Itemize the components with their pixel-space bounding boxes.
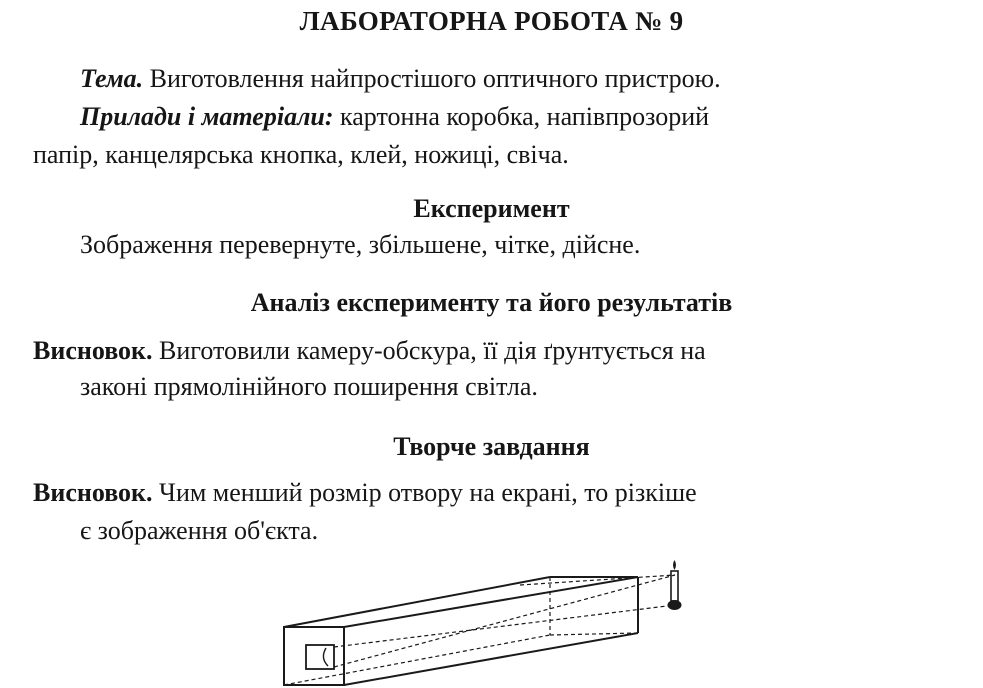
experiment-heading: Експеримент: [413, 194, 570, 223]
materials-line-1: [80, 102, 709, 132]
materials-label: Прилади і матеріали:: [80, 102, 334, 131]
creative-conclusion-line-1: [33, 478, 697, 508]
inverted-image: [323, 648, 328, 666]
candle-icon: [668, 560, 682, 610]
analysis-conclusion-text-1: Виготовили камеру-обскура, її дія ґрунтується на: [152, 336, 706, 365]
box-front-face: [284, 627, 344, 685]
analysis-conclusion-line-1: [33, 336, 706, 366]
topic-text: Виготовлення найпростішого оптичного пристрою.: [143, 64, 721, 93]
light-ray-2: [334, 605, 675, 647]
materials-text-1: картонна коробка, напівпрозорий: [333, 102, 710, 131]
topic-line: [80, 64, 721, 94]
materials-line-2: папір, канцелярська кнопка, клей, ножиці, свіча.: [33, 140, 569, 169]
topic-label: Тема.: [80, 64, 144, 93]
box-top-right-edge: [344, 577, 638, 627]
experiment-text: Зображення перевернуте, збільшене, чітке, дійсне.: [80, 230, 641, 259]
creative-conclusion-text-1: Чим менший розмір отвору на екрані, то різкіше: [152, 478, 697, 507]
page-title: ЛАБОРАТОРНА РОБОТА № 9: [299, 6, 684, 36]
screen-rect: [306, 645, 334, 669]
analysis-heading: Аналіз експерименту та його результатів: [250, 288, 733, 317]
creative-conclusion-label: Висновок.: [33, 478, 153, 507]
box-bottom-edge: [344, 633, 638, 685]
analysis-conclusion-line-2: законі прямолінійного поширення світла.: [80, 372, 538, 401]
creative-conclusion-line-2: є зображення об'єкта.: [80, 516, 319, 545]
camera-obscura-illustration: [270, 555, 700, 688]
analysis-conclusion-label: Висновок.: [33, 336, 153, 365]
creative-heading: Творче завдання: [393, 432, 590, 461]
